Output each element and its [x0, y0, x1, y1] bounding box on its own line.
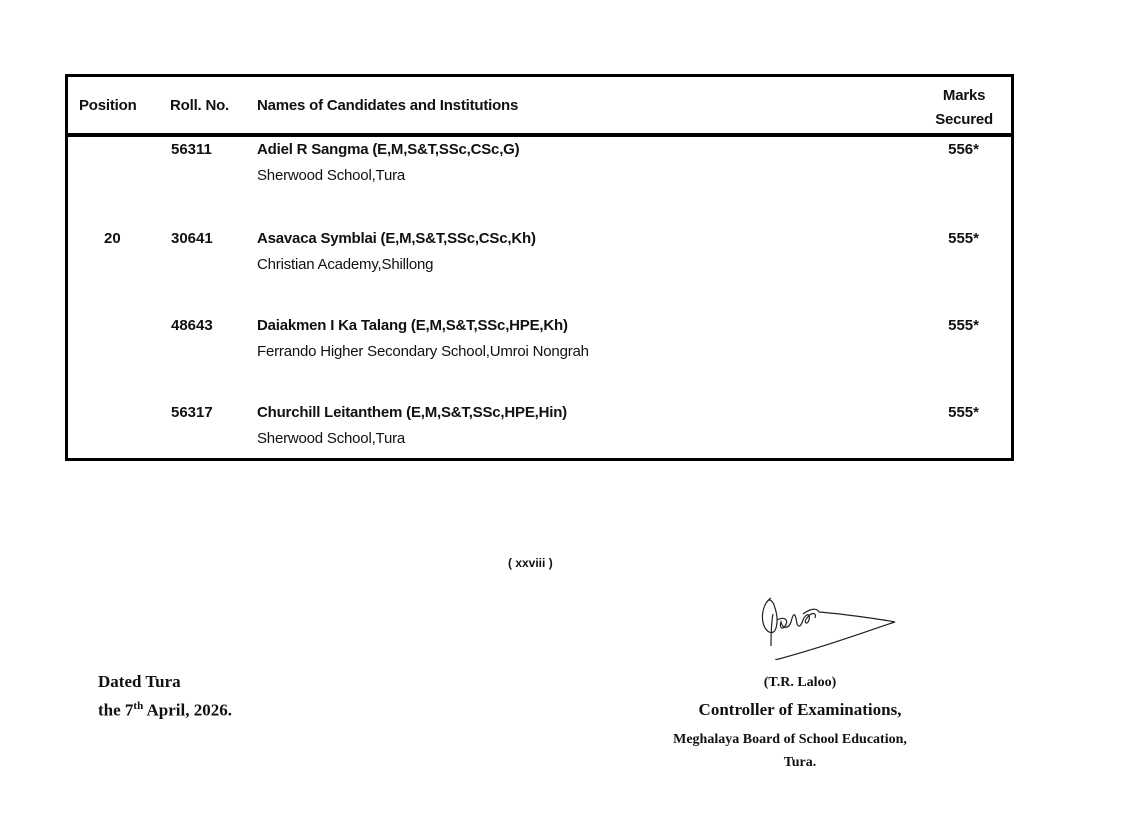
signature-image: [755, 590, 915, 660]
candidate-name: Asavaca Symblai (E,M,S&T,SSc,CSc,Kh): [257, 230, 536, 247]
header-roll-no: Roll. No.: [170, 97, 230, 114]
dated-date: [98, 700, 232, 721]
institution-name: Christian Academy,Shillong: [257, 256, 434, 273]
roll-no-cell: 48643: [171, 317, 213, 334]
table-row: [68, 230, 1011, 310]
header-position: Position: [79, 97, 137, 114]
header-marks-line1: Marks: [942, 87, 986, 104]
merit-list-table: [65, 74, 1014, 461]
position-cell: 20: [104, 230, 121, 247]
roll-no-cell: 56311: [171, 141, 212, 158]
signatory-title: Controller of Examinations,: [698, 700, 902, 719]
signatory-organization: Meghalaya Board of School Education,: [673, 732, 907, 747]
candidate-name: Daiakmen I Ka Talang (E,M,S&T,SSc,HPE,Kh): [257, 317, 568, 334]
roll-no-cell: 30641: [171, 230, 213, 247]
dated-place: Dated Tura: [98, 672, 181, 691]
candidate-name: Adiel R Sangma (E,M,S&T,SSc,CSc,G): [257, 141, 520, 158]
signatory-city: Tura.: [783, 755, 817, 770]
header-names: Names of Candidates and Institutions: [257, 97, 519, 114]
institution-name: Ferrando Higher Secondary School,Umroi Nongrah: [257, 343, 589, 360]
date-month-year: April, 2026.: [143, 700, 232, 720]
roll-no-cell: 56317: [171, 404, 213, 421]
signatory-name: (T.R. Laloo): [763, 675, 837, 690]
marks-cell: 556*: [948, 141, 979, 158]
table-row: [68, 317, 1011, 397]
header-marks-line2: Secured: [935, 111, 993, 128]
institution-name: Sherwood School,Tura: [257, 167, 406, 184]
marks-cell: 555*: [948, 317, 979, 334]
date-day: the 7: [98, 700, 134, 720]
institution-name: Sherwood School,Tura: [257, 430, 406, 447]
marks-cell: 555*: [948, 230, 979, 247]
signature-stroke: [762, 598, 895, 660]
table-row: [68, 141, 1011, 221]
marks-cell: 555*: [948, 404, 979, 421]
table-row: [68, 404, 1011, 484]
candidate-name: Churchill Leitanthem (E,M,S&T,SSc,HPE,Hin): [257, 404, 567, 421]
table-header: [68, 77, 1011, 137]
header-marks: [935, 84, 993, 132]
page-number: ( xxviii ): [508, 556, 553, 570]
date-ordinal: th: [133, 700, 144, 712]
